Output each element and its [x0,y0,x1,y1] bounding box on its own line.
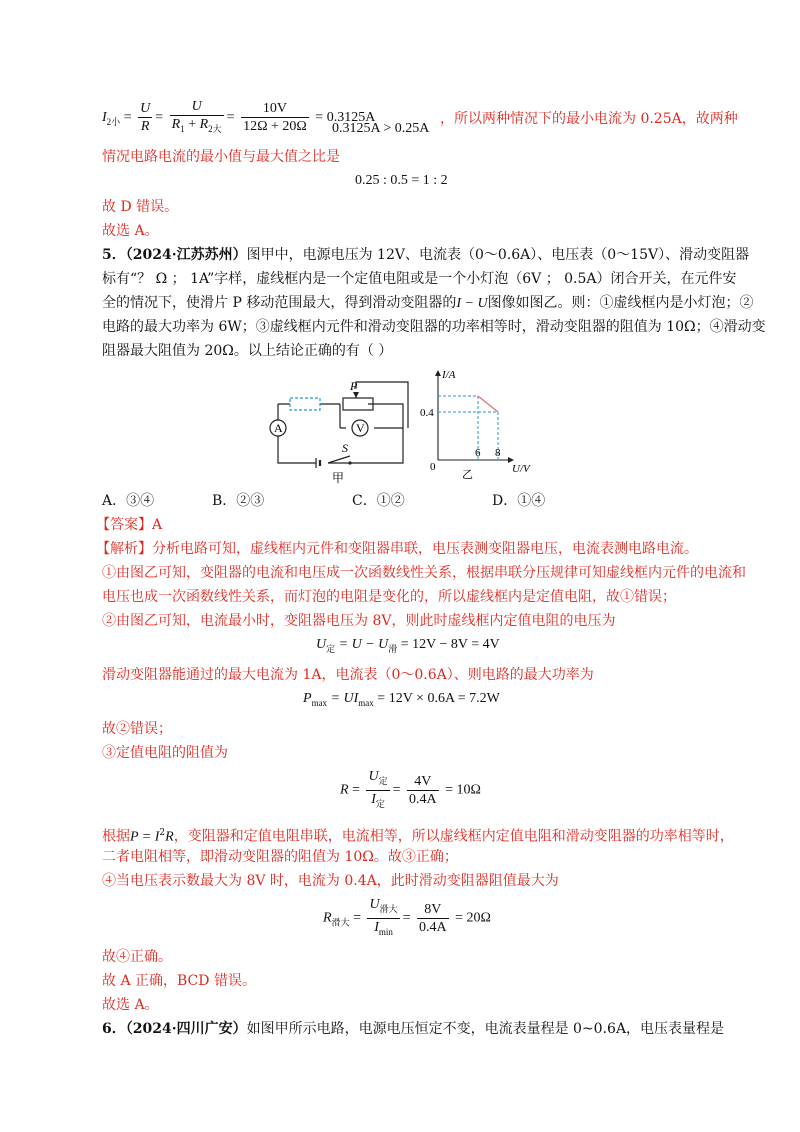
answer: 【答案】A [96,517,163,533]
conclusion-choose: 故选 A。 [102,997,159,1013]
y-axis-label: I/A [442,369,456,381]
analysis-line2: ①由图乙可知，变阻器的电流和电压成一次函数线性关系，根据串联分压规律可知虚线框内元件的电流和 [102,565,746,581]
dashed-component-box [290,398,320,410]
ratio-text: 情况电路电流的最小值与最大值之比是 [102,149,340,165]
eq-voltage: $U_定 = U - U_滑 = 12V - 8V = 4V$ [316,637,500,654]
iu-line [478,396,498,412]
slider-label: P [350,379,358,393]
choose-a: 故选 A。 [102,223,159,239]
analysis-line1: 【解析】分析电路可知，虚线框内元件和变阻器串联，电压表测变阻器电压，电流表测电路电流。 [96,541,698,557]
graph-caption: 乙 [462,468,473,481]
formula-min-current: $I_{2小}$ = $\frac{U}{R}$ = $\frac{U}{R_1 + R_{2大}}$ = $\frac{10V}{12\Omega + 20\Omega}$ = 0.3125A [102,99,376,135]
switch-label: S [342,441,348,455]
analysis-line8: 根据$P = I^2R$，变阻器和定值电阻串联，电流相等，所以虚线框内定值电阻和滑动变阻器的功率相等时， [102,828,734,845]
q5-line4: 电路的最大功率为 6W；③虚线框内元件和滑动变阻器的功率相等时，滑动变阻器的阻值为 10Ω；④滑动变 [102,319,766,335]
ratio-formula: 0.25 : 0.5 = 1 : 2 [355,173,448,188]
ammeter-label: A [274,421,283,435]
conclusion-a: 故 A 正确，BCD 错误。 [102,973,256,989]
option-a[interactable]: A．③④ [102,493,155,509]
voltmeter-label: V [356,421,365,435]
circuit-caption: 甲 [332,471,345,485]
min-current-text: ，所以两种情况下的最小电流为 0.25A，故两种 [440,111,738,127]
analysis-line9: 二者电阻相等，即滑动变阻器的阻值为 10Ω。故③正确； [102,849,458,865]
q5-line5: 阻器最大阻值为 20Ω。以上结论正确的有（ ） [102,343,393,359]
q5-line1: 5．（2024·江苏苏州）图甲中，电源电压为 12V、电流表（0～0.6A）、电压表（0～15V）、滑动变阻器 [102,247,750,263]
eq-resistance: R = $\frac{U_定}{I_定}$ = $\frac{4V}{0.4A}$ = 10Ω [340,769,481,809]
q6-line1: 6．（2024·四川广安）如图甲所示电路，电源电压恒定不变，电流表量程是 0~0.6A，电压表量程是 [102,1021,725,1037]
origin-label: 0 [430,461,436,473]
x-tick-6: 6 [475,447,481,459]
analysis-line7: ③定值电阻的阻值为 [102,745,228,761]
option-c[interactable]: C．①② [352,493,405,509]
eq-max-resistance: $R_{滑大}$ = $\frac{U_{滑大}}{I_{min}}$ = $\frac{8V}{0.4A}$ = 20Ω [323,897,491,937]
inequality: 0.3125A > 0.25A [332,121,430,136]
y-tick-label: 0.4 [420,407,434,419]
eq-power: $P_{max} = UI_{max} = 12V \times 0.6A = 7.2W$ [303,691,500,708]
d-wrong: 故 D 错误。 [102,199,179,215]
x-tick-8: 8 [495,447,501,459]
iu-graph [418,368,548,483]
q5-line3: 全的情况下，使滑片 P 移动范围最大，得到滑动变阻器的I − U图像如图乙。则：①虚线框内是小灯泡；② [102,295,754,311]
analysis-line5: 滑动变阻器能通过的最大电流为 1A，电流表（0～0.6A）、则电路的最大功率为 [102,667,594,683]
analysis-line3: 电压也成一次函数线性关系，而灯泡的电阻是变化的，所以虚线框内是定值电阻，故①错误； [102,589,676,605]
conclusion-4: 故④正确。 [102,949,172,965]
q5-line2: 标有“？ Ω ； 1A”字样，虚线框内是一个定值电阻或是一个小灯泡（6V ； 0.5A）闭合开关，在元件安 [102,271,737,287]
x-axis-label: U/V [512,463,530,475]
analysis-line4: ②由图乙可知，电流最小时，变阻器电压为 8V，则此时虚线框内定值电阻的电压为 [102,613,616,629]
option-b[interactable]: B．②③ [212,493,265,509]
option-d[interactable]: D．①④ [492,493,546,509]
analysis-line6: 故②错误； [102,721,172,737]
circuit-diagram [258,378,418,488]
analysis-line10: ④当电压表示数最大为 8V 时，电流为 0.4A，此时滑动变阻器阻值最大为 [102,873,559,889]
